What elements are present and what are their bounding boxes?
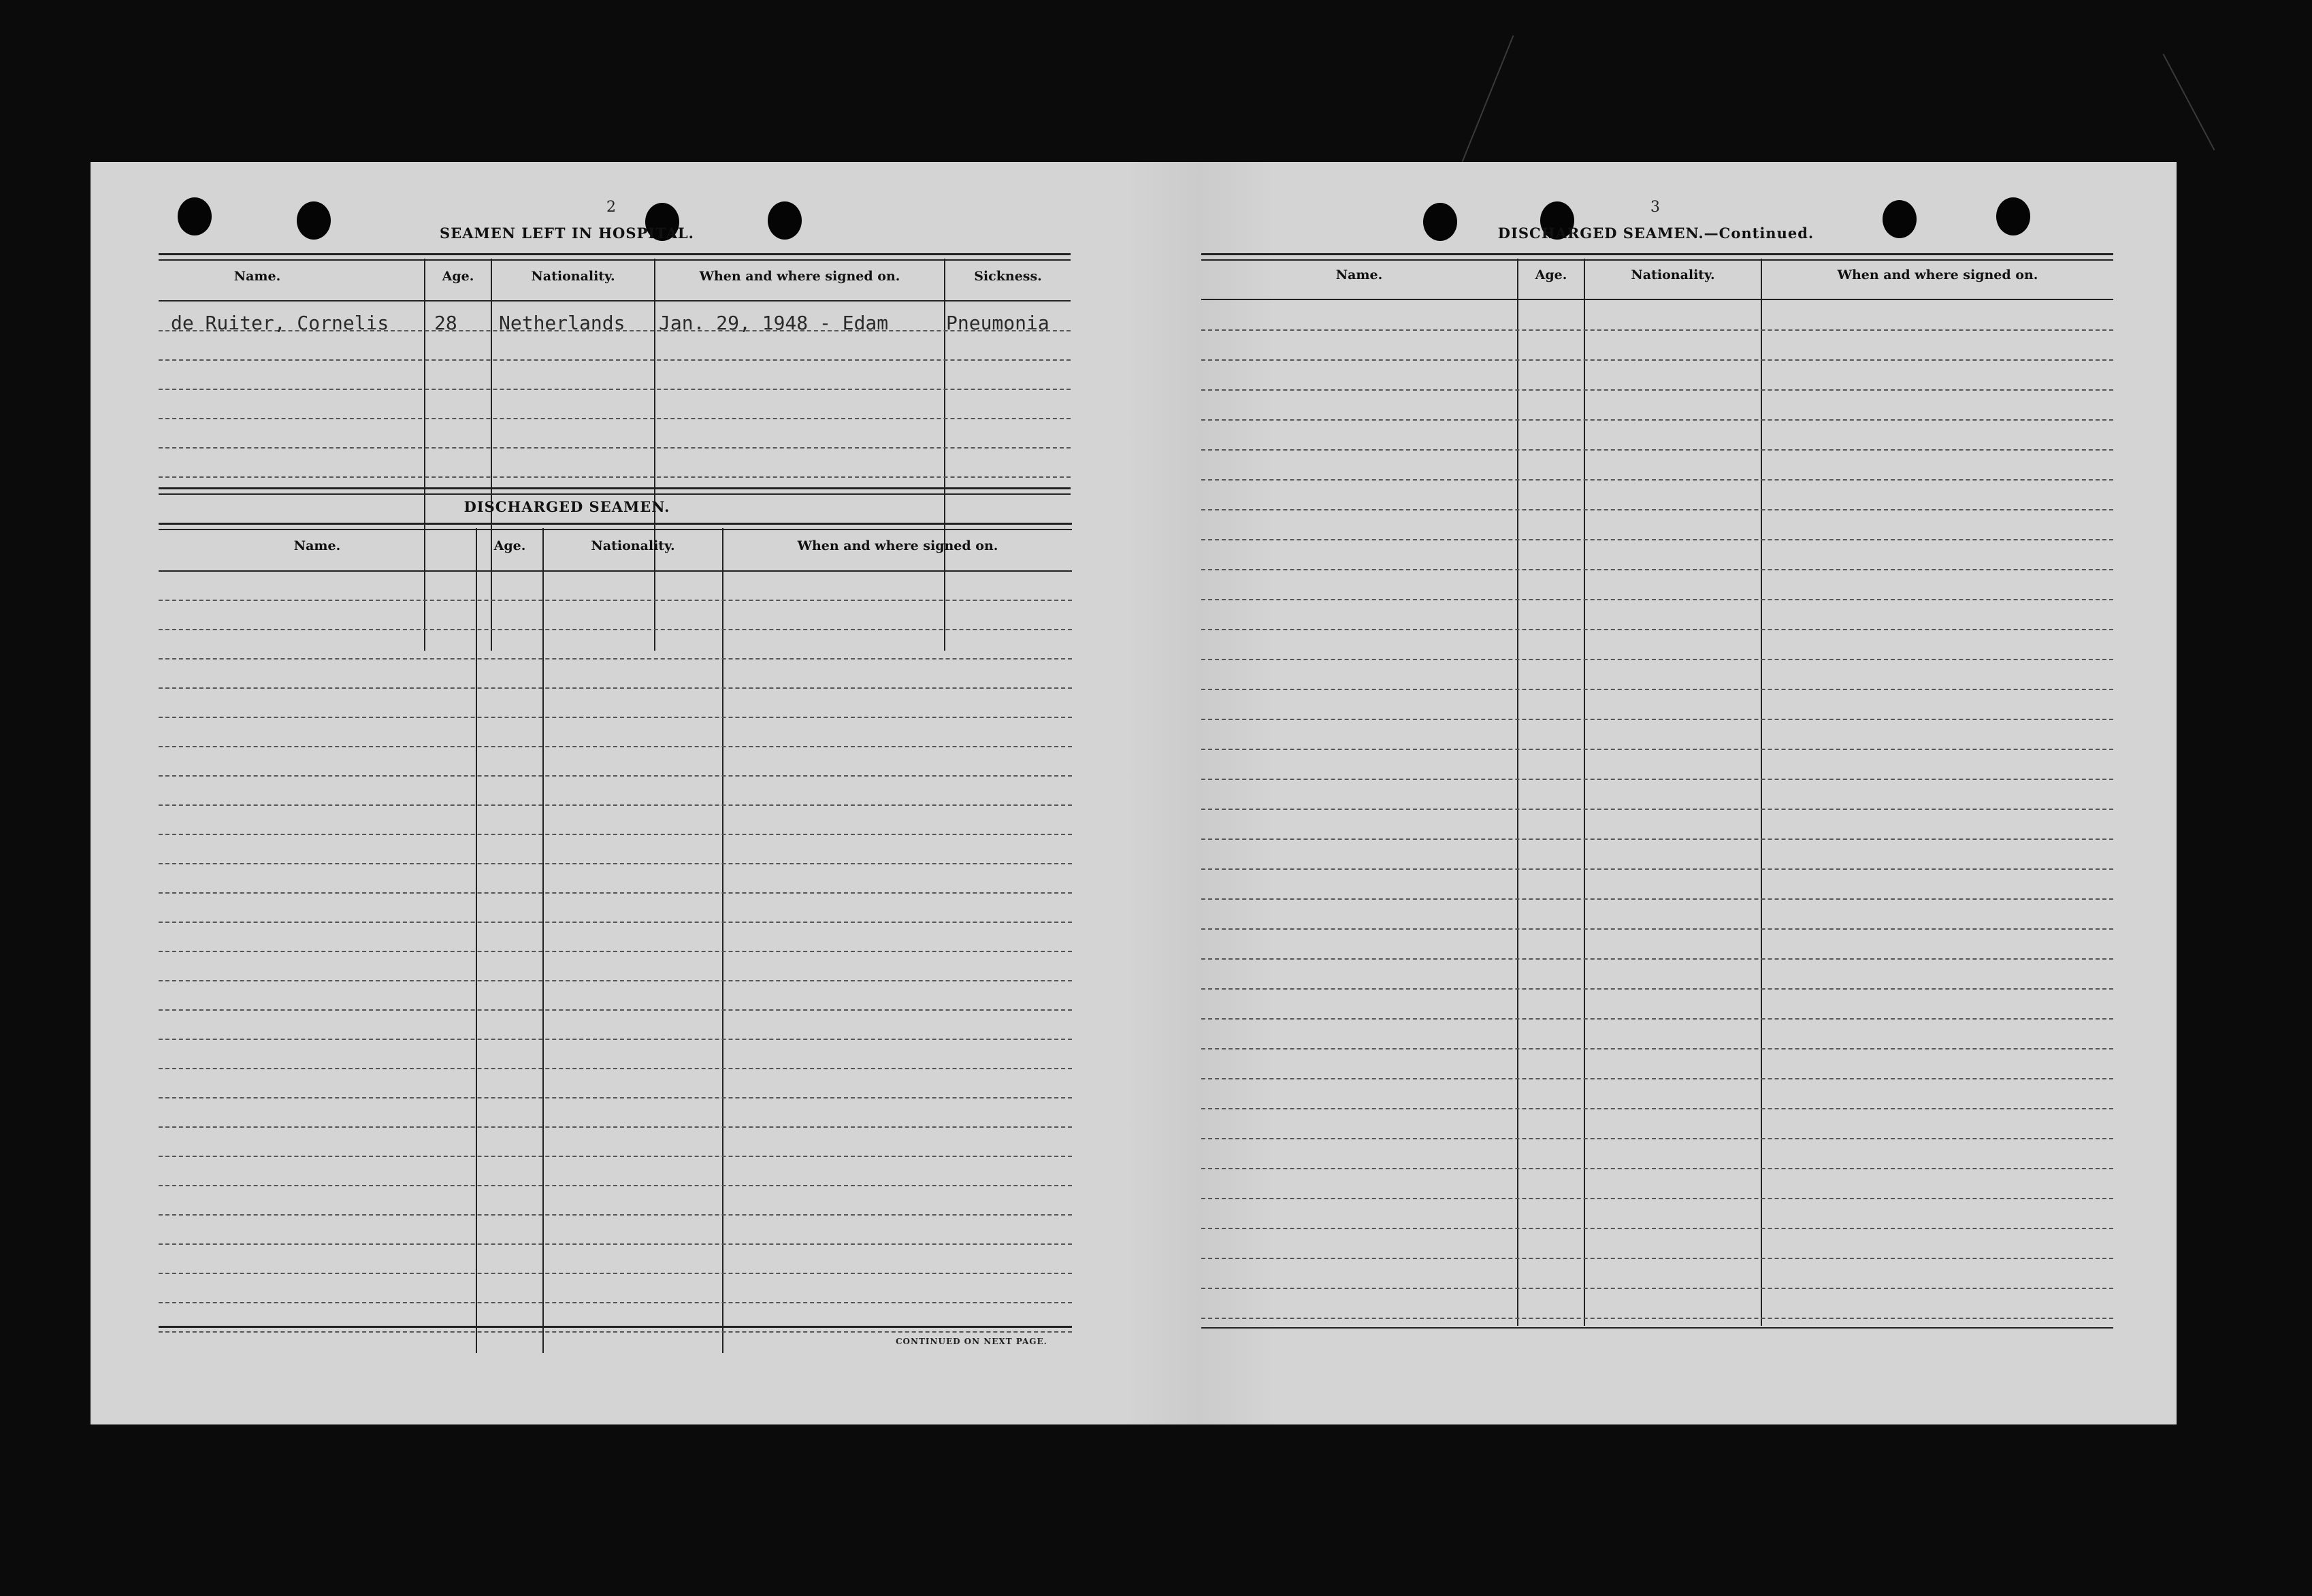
row-line	[159, 775, 1072, 777]
table-top-rule	[159, 523, 1072, 530]
hospital-row-sickness: Pneumonia	[946, 312, 1049, 334]
row-line	[159, 1273, 1072, 1274]
row-line	[1201, 1198, 2113, 1199]
row-line	[159, 980, 1072, 981]
col-header-name: Name.	[1335, 267, 1383, 282]
hospital-row-name: de Ruiter, Cornelis	[171, 312, 389, 334]
row-line	[1201, 1258, 2113, 1259]
col-header-nationality: Nationality.	[1631, 267, 1715, 282]
row-line	[1201, 509, 2113, 510]
row-line	[159, 1331, 1072, 1333]
page-number-left: 2	[606, 199, 616, 216]
row-line	[1201, 479, 2113, 481]
row-line	[159, 951, 1072, 952]
column-divider	[424, 259, 425, 651]
continued-note: CONTINUED ON NEXT PAGE.	[896, 1337, 1047, 1346]
row-line	[1201, 749, 2113, 750]
col-header-signed-on: When and where signed on.	[699, 269, 900, 284]
film-scratch	[2163, 54, 2215, 150]
row-line	[159, 1185, 1072, 1186]
row-line	[159, 746, 1072, 747]
row-line	[159, 1243, 1072, 1245]
header-bottom-rule	[159, 300, 1071, 302]
row-line	[1201, 779, 2113, 780]
row-line	[159, 1068, 1072, 1069]
row-line	[159, 600, 1072, 601]
column-divider	[654, 259, 655, 651]
row-line	[1201, 1078, 2113, 1079]
header-bottom-rule	[1201, 299, 2113, 300]
table-bottom-rule	[159, 1326, 1072, 1331]
column-divider	[491, 259, 492, 651]
row-line	[1201, 1018, 2113, 1020]
row-line	[1201, 329, 2113, 331]
row-line	[159, 658, 1072, 659]
col-header-signed-on: When and where signed on.	[1837, 267, 2038, 282]
row-line	[1201, 389, 2113, 391]
hospital-row-signed-on: Jan. 29, 1948 - Edam	[659, 312, 889, 334]
col-header-name: Name.	[233, 269, 281, 284]
row-line	[1201, 809, 2113, 810]
col-header-sickness: Sickness.	[974, 269, 1042, 284]
table-top-rule	[1201, 253, 2113, 261]
row-line	[1201, 689, 2113, 690]
row-line	[1201, 988, 2113, 990]
column-divider	[722, 528, 723, 1353]
row-line	[1201, 1048, 2113, 1049]
row-line	[159, 863, 1072, 864]
row-line	[159, 834, 1072, 835]
punch-hole	[297, 201, 331, 240]
row-line	[159, 1156, 1072, 1157]
col-header-nationality: Nationality.	[531, 269, 615, 284]
row-line	[1201, 419, 2113, 421]
row-line	[1201, 359, 2113, 361]
row-line	[1201, 539, 2113, 540]
row-line	[159, 687, 1072, 689]
punch-hole	[768, 201, 802, 240]
discharged-continued-title: DISCHARGED SEAMEN.—Continued.	[1497, 225, 1814, 242]
row-line	[159, 717, 1072, 718]
row-line	[1201, 838, 2113, 840]
column-divider	[944, 259, 945, 651]
col-header-age: Age.	[493, 538, 526, 553]
row-line	[159, 1097, 1072, 1098]
col-header-signed-on: When and where signed on.	[797, 538, 998, 553]
punch-hole	[1423, 203, 1457, 241]
hospital-row-nationality: Netherlands	[499, 312, 625, 334]
hospital-section-title: SEAMEN LEFT IN HOSPITAL.	[440, 225, 694, 242]
row-line	[159, 1009, 1072, 1011]
col-header-age: Age.	[442, 269, 474, 284]
discharged-section-title: DISCHARGED SEAMEN.	[463, 498, 670, 515]
row-line	[1201, 659, 2113, 660]
column-divider	[542, 528, 544, 1353]
page-spine	[1125, 162, 1275, 1424]
row-line	[1201, 958, 2113, 960]
row-line	[159, 1302, 1072, 1303]
row-line	[159, 1039, 1072, 1040]
row-line	[159, 476, 1071, 478]
film-scratch	[1462, 35, 1514, 162]
col-header-age: Age.	[1535, 267, 1567, 282]
hospital-bottom-rule	[159, 487, 1071, 495]
row-line	[1201, 1318, 2113, 1319]
col-header-name: Name.	[293, 538, 341, 553]
row-line	[159, 922, 1072, 923]
row-line	[1201, 898, 2113, 900]
row-line	[1201, 599, 2113, 600]
row-line	[159, 447, 1071, 449]
table-bottom-rule	[1201, 1327, 2113, 1329]
row-line	[159, 418, 1071, 419]
punch-hole	[1996, 197, 2030, 235]
row-line	[1201, 868, 2113, 870]
row-line	[159, 804, 1072, 806]
hospital-row-age: 28	[434, 312, 457, 334]
row-line	[1201, 1228, 2113, 1229]
row-line	[159, 359, 1071, 361]
row-line	[159, 1214, 1072, 1216]
table-top-rule	[159, 253, 1071, 261]
row-line	[1201, 569, 2113, 570]
row-line	[1201, 1108, 2113, 1109]
row-line	[1201, 1288, 2113, 1289]
row-line	[1201, 629, 2113, 630]
punch-hole	[178, 197, 212, 235]
row-line	[1201, 449, 2113, 451]
page-number-right: 3	[1650, 199, 1660, 216]
column-divider	[476, 528, 477, 1353]
row-line	[1201, 928, 2113, 930]
row-line	[1201, 1138, 2113, 1139]
row-line	[159, 629, 1072, 630]
row-line	[159, 892, 1072, 894]
row-line	[159, 1126, 1072, 1128]
punch-hole	[1883, 200, 1917, 238]
header-bottom-rule	[159, 570, 1072, 572]
row-line	[1201, 719, 2113, 720]
ledger-sheet	[91, 162, 2177, 1424]
col-header-nationality: Nationality.	[591, 538, 675, 553]
row-line	[159, 389, 1071, 390]
row-line	[1201, 1168, 2113, 1169]
